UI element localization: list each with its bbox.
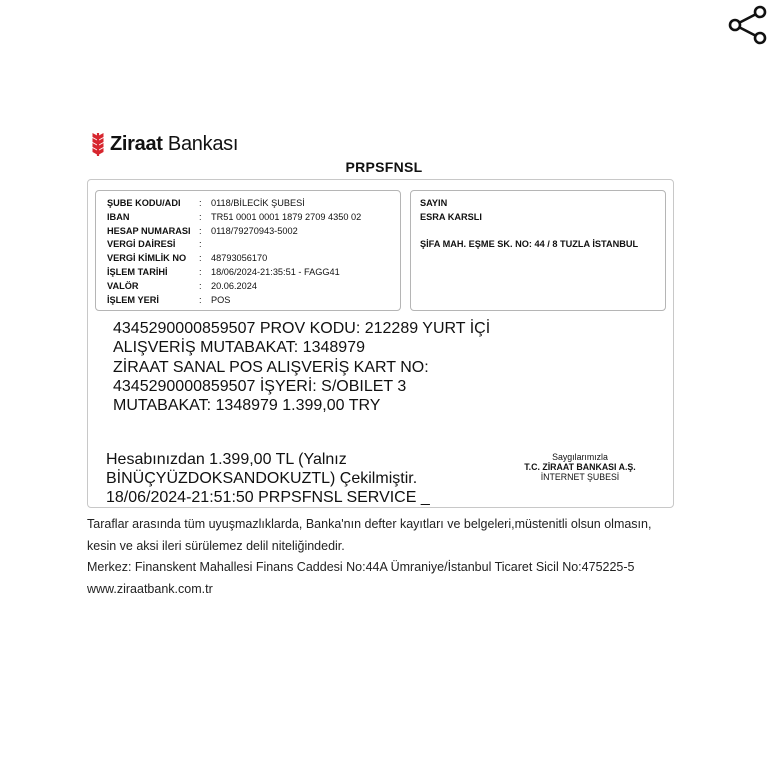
share-button[interactable]: [726, 4, 768, 46]
wheat-logo-icon: [90, 131, 106, 157]
share-icon: [726, 4, 768, 46]
description-line: 4345290000859507 İŞYERİ: S/OBILET 3: [113, 377, 407, 395]
info-row: [107, 238, 361, 252]
recipient-box: [410, 190, 666, 311]
footer-line: Merkez: Finanskent Mahallesi Finans Caddesi No:44A Ümraniye/İstanbul Ticaret Sicil No:475225-5: [87, 560, 635, 574]
footer-line: Taraflar arasında tüm uyuşmazlıklarda, Banka'nın defter kayıtları ve belgeleri,müstenitli olsun olmasın,: [87, 517, 652, 531]
info-label: IBAN: [107, 211, 130, 222]
footer-website-link[interactable]: www.ziraatbank.com.tr: [87, 581, 213, 596]
description-line: ALIŞVERİŞ MUTABAKAT: 1348979: [113, 339, 365, 357]
info-separator: :: [199, 266, 202, 277]
info-value: 20.06.2024: [211, 280, 257, 291]
info-label: VERGİ DAİRESİ: [107, 239, 176, 250]
info-row: [107, 280, 361, 294]
info-separator: :: [199, 294, 202, 305]
recipient-name: ESRA KARSLI: [420, 211, 482, 222]
description-line: 4345290000859507 PROV KODU: 212289 YURT İÇİ: [113, 320, 491, 337]
regards-bank-name: T.C. ZİRAAT BANKASI A.Ş.: [524, 462, 636, 472]
regards-line: Saygılarımızla: [552, 452, 608, 462]
info-label: VALÖR: [107, 280, 139, 291]
info-value: 18/06/2024-21:35:51 - FAGG41: [211, 266, 340, 277]
info-row: [107, 294, 361, 308]
info-separator: :: [199, 211, 202, 222]
info-separator: :: [199, 239, 202, 250]
summary-line: 18/06/2024-21:51:50 PRPSFNSL SERVICE _: [106, 489, 430, 506]
info-value: TR51 0001 0001 1879 2709 4350 02: [211, 211, 362, 222]
info-row: [107, 225, 361, 239]
bank-logo: [90, 131, 238, 157]
footer-line: kesin ve aksi ileri sürülemez delil niteliğindedir.: [87, 538, 345, 553]
info-label: ŞUBE KODU/ADI: [107, 198, 181, 208]
document-title: PRPSFNSL: [345, 159, 423, 175]
recipient-salutation: SAYIN: [420, 198, 448, 208]
info-value: 48793056170: [211, 253, 268, 264]
info-row: [107, 211, 361, 225]
summary-line: BİNÜÇYÜZDOKSANDOKUZTL) Çekilmiştir.: [106, 470, 418, 487]
account-info-box: [95, 190, 401, 311]
info-separator: :: [199, 280, 202, 291]
info-row: [107, 266, 361, 280]
info-label: İŞLEM YERİ: [107, 294, 159, 305]
legal-footer: [87, 514, 687, 600]
info-separator: :: [199, 198, 202, 208]
regards-block: [508, 452, 652, 482]
account-info-table: [107, 197, 361, 307]
description-line: MUTABAKAT: 1348979 1.399,00 TRY: [113, 397, 381, 415]
info-separator: :: [199, 253, 202, 264]
description-line: ZİRAAT SANAL POS ALIŞVERİŞ KART NO:: [113, 358, 429, 376]
receipt-panel: [87, 179, 674, 508]
regards-branch: İNTERNET ŞUBESİ: [540, 472, 620, 482]
transaction-summary: [106, 450, 486, 507]
bank-name: Ziraat Bankası: [110, 132, 239, 155]
info-label: İŞLEM TARİHİ: [107, 266, 168, 277]
info-label: VERGİ KİMLİK NO: [107, 253, 187, 264]
info-label: HESAP NUMARASI: [107, 225, 191, 236]
summary-line: Hesabınızdan 1.399,00 TL (Yalnız: [106, 451, 347, 468]
transaction-description: [113, 319, 533, 415]
info-value: 0118/79270943-5002: [211, 225, 298, 236]
recipient-address: ŞİFA MAH. EŞME SK. NO: 44 / 8 TUZLA İSTANBUL: [420, 239, 639, 250]
info-separator: :: [199, 225, 202, 236]
info-value: POS: [211, 294, 231, 305]
info-value: 0118/BİLECİK ŞUBESİ: [211, 198, 305, 208]
info-row: [107, 197, 361, 211]
info-row: [107, 252, 361, 266]
